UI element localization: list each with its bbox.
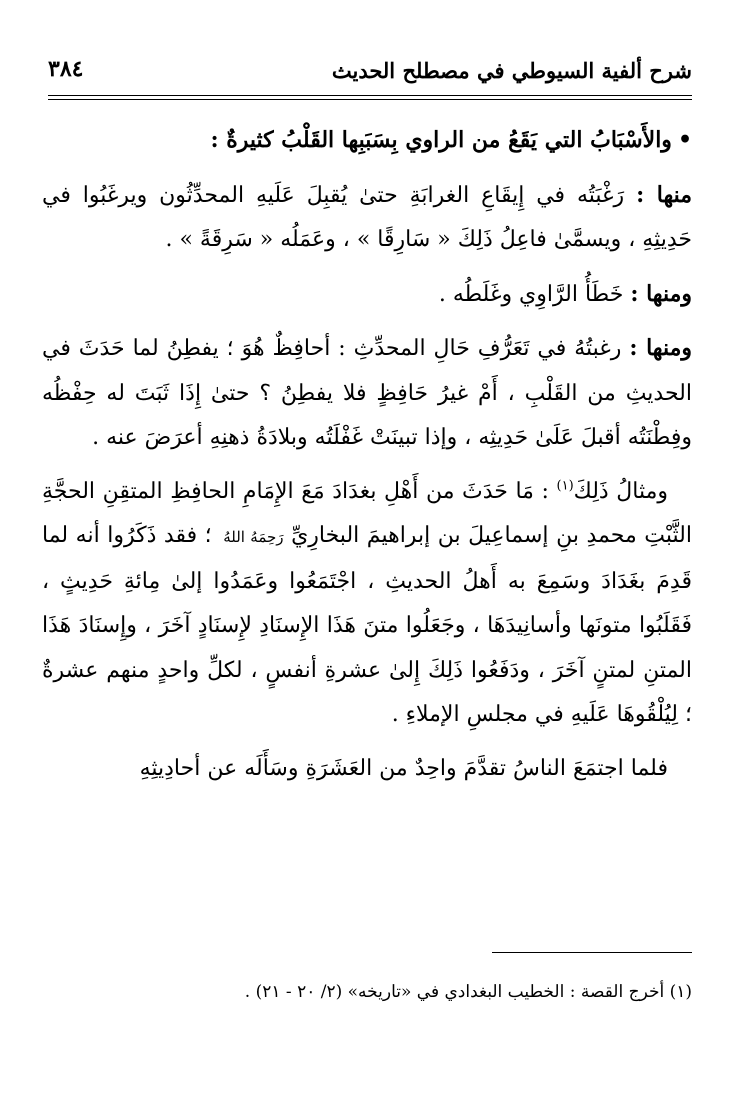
paragraph-6	[42, 747, 692, 792]
paragraph-5	[42, 470, 692, 738]
main-text	[42, 118, 692, 800]
header-rule	[48, 95, 692, 96]
paragraph-6-text: فلما اجتمَعَ الناسُ تقدَّمَ واحِدٌ من العَشَرَةِ وسَأَلَه عن أحادِيثِهِ	[139, 755, 668, 781]
honorific-mark: رَحِمَهُ اللهُ	[223, 528, 284, 546]
paragraph-2	[42, 173, 692, 263]
footnote-separator	[492, 952, 692, 953]
paragraph-3-lead: ومنها :	[630, 280, 692, 307]
paragraph-4	[42, 326, 692, 461]
paragraph-5-lead: ومثالُ ذَلِكَ	[573, 478, 668, 504]
paragraph-2-text: رَغْبَتُه في إِيقَاعِ الغرابَةِ حتىٰ يُقبِلَ عَلَيهِ المحدِّثُون ويرغَبُوا في حَدِيثِهِ ، ويسمَّىٰ فاعِلُ ذَلِكَ « سَارِقًا » ، وعَمَلُه « سَرِقَةً » .	[42, 182, 692, 252]
paragraph-5-text-b: ؛ فقد ذَكَرُوا أنه لما قَدِمَ بغَدَادَ وسَمِعَ به أَهلُ الحديثِ ، اجْتَمَعُوا وعَمَدُوا إلىٰ مِائةِ حَدِيثٍ ، فَقَلَبُوا متونَها وأسانِيدَهَا ، وجَعَلُوا متنَ هَذَا الإِسنَادِ لإِسنَادٍ آخَرَ ، وإِسنَادَ هَذَا المتنِ لمتنٍ آخَرَ ، ودَفَعُوا ذَلِكَ إِلىٰ عشرةِ أنفسٍ ، لكلِّ واحدٍ منهم عشرةٌ ؛ لِيُلْقُوهَا عَلَيهِ في مجلسِ الإملاءِ .	[42, 523, 692, 727]
page-number: ٣٨٤	[48, 56, 84, 82]
bullet-icon: •	[677, 127, 692, 153]
header-rule-second	[48, 99, 692, 100]
paragraph-5-text-a: : مَا حَدَثَ من أَهْلِ بغدَادَ مَعَ الإِمَامِ الحافِظِ المتقِنِ الحجَّةِ الثَّبْتِ محمدِ بنِ إسماعِيلَ بن إبراهيمَ البخارِيِّ	[42, 478, 692, 548]
paragraph-1	[42, 118, 692, 164]
paragraph-4-lead: ومنها :	[629, 335, 692, 361]
paragraph-2-lead: منها :	[636, 181, 693, 208]
paragraph-3-text: خَطَأُ الرَّاوِي وغَلَطُه .	[438, 281, 624, 307]
page-header	[48, 52, 692, 92]
paragraph-3	[42, 272, 692, 318]
running-title: شرح ألفية السيوطي في مصطلح الحديث	[331, 58, 692, 83]
paragraph-1-text: والأَسْبَابُ التي يَقَعُ من الراوي بِسَبَبِها القَلْبُ كثيرةٌ :	[210, 127, 672, 153]
paragraph-4-text: رغبتُهُ في تَعَرُّفِ حَالِ المحدِّثِ : أحافِظٌ هُوَ ؛ يفطِنُ لما حَدَثَ في الحديثِ من القَلْبِ ، أَمْ غيرُ حَافِظٍ فلا يفطِنُ ؟ حتىٰ إِذَا ثَبَتَ له حِفْظُه وفِطْنَتُه أقبلَ عَلَىٰ حَدِيثِه ، وإذا تبينَتْ غَفْلَتُه وبلادَةُ ذهنِهِ أعرَضَ عنه .	[42, 336, 692, 450]
footnote-reference[interactable]: (١)	[556, 478, 574, 494]
footnote: (١) أخرج القصة : الخطيب البغدادي في «تاريخه» (٢/ ٢٠ - ٢١) .	[244, 982, 692, 1002]
